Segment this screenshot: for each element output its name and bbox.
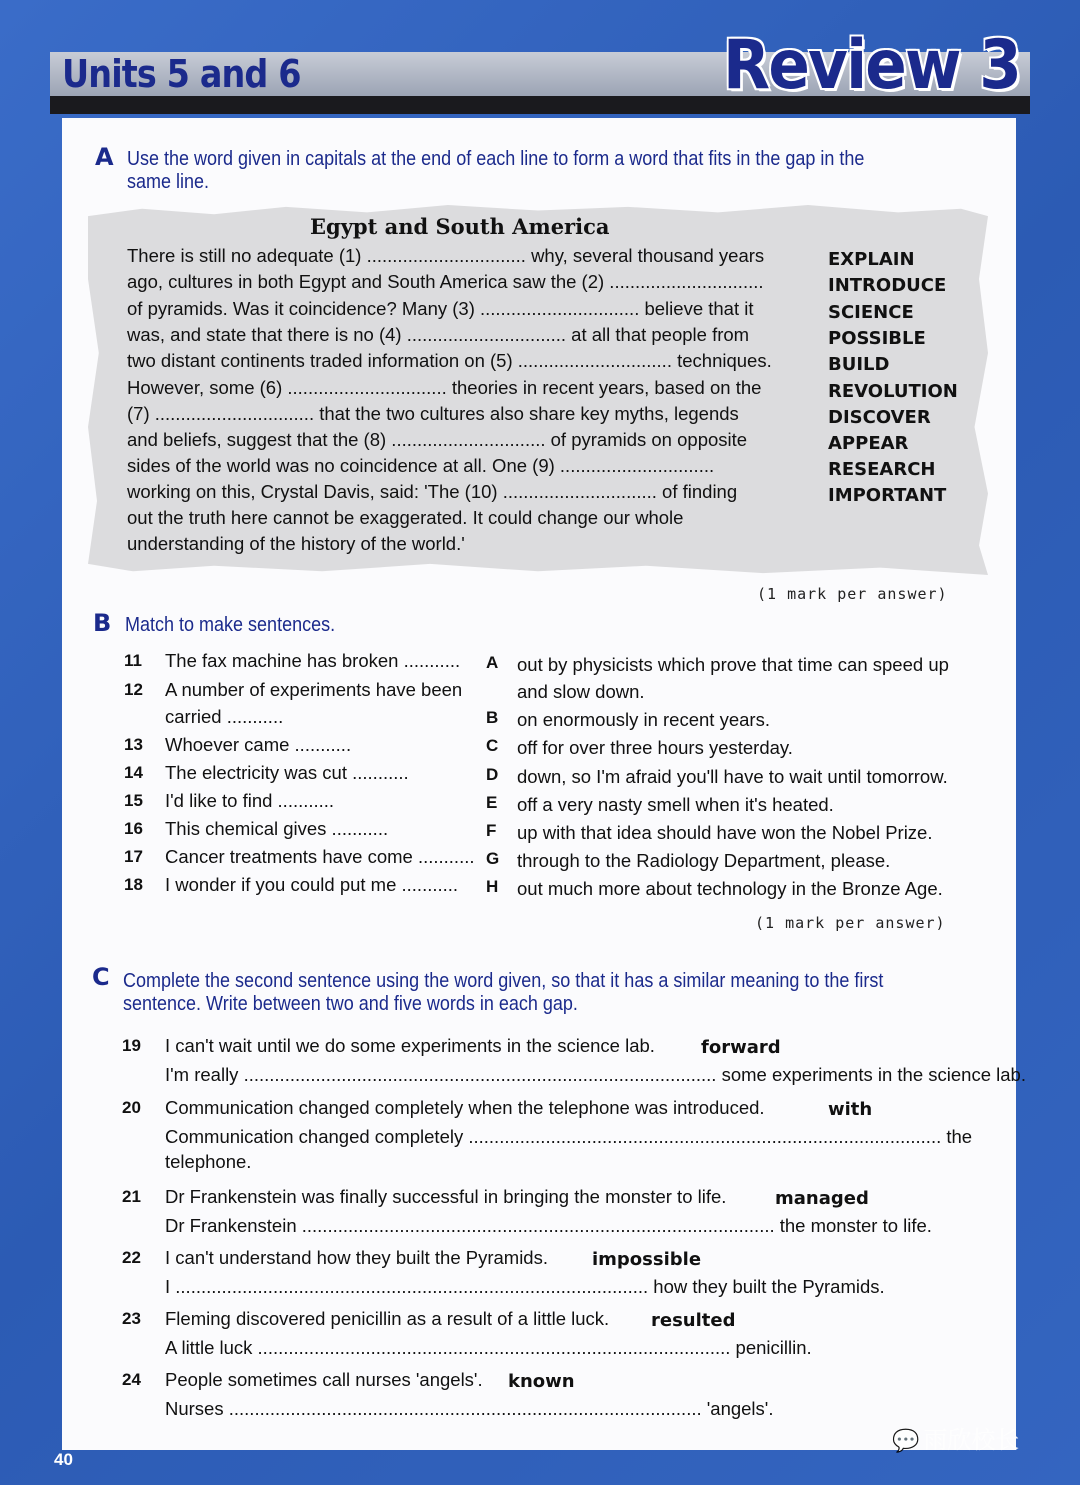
section-b-mark: (1 mark per answer) xyxy=(755,914,946,932)
keyword-science: SCIENCE xyxy=(828,302,914,323)
option-letter: E xyxy=(486,793,498,812)
item-number: 22 xyxy=(122,1248,141,1267)
option-letter: F xyxy=(486,821,497,840)
keyword-important: IMPORTANT xyxy=(828,485,947,506)
passage-line: was, and state that there is no (4) ............................... at all that people from xyxy=(127,324,750,345)
option-letter: A xyxy=(486,653,499,672)
item-number: 12 xyxy=(124,680,143,699)
sentence-ending: off for over three hours yesterday. xyxy=(517,737,793,758)
units-title: Units 5 and 6 xyxy=(62,52,301,96)
sentence-start: Cancer treatments have come ........... xyxy=(165,846,475,867)
item-number: 19 xyxy=(122,1036,141,1055)
passage-line: There is still no adequate (1) ............................... why, several thousand years xyxy=(127,245,765,266)
second-sentence: Communication changed completely ............................................................................................ the xyxy=(165,1126,973,1147)
key-word: managed xyxy=(775,1188,869,1209)
item-number: 23 xyxy=(122,1309,141,1328)
section-a-mark: (1 mark per answer) xyxy=(757,585,948,603)
passage-line: ago, cultures in both Egypt and South America saw the (2) .............................. xyxy=(127,271,764,292)
passage-line: working on this, Crystal Davis, said: 'The (10) .............................. of finding xyxy=(127,481,738,502)
sentence-ending: on enormously in recent years. xyxy=(517,709,770,730)
section-c-letter: C xyxy=(92,963,110,991)
option-letter: C xyxy=(486,736,499,755)
passage-line: of pyramids. Was it coincidence? Many (3) ............................... believe that it xyxy=(127,298,754,319)
sentence-start: I wonder if you could put me ........... xyxy=(165,874,459,895)
key-word: with xyxy=(828,1099,873,1120)
section-a-letter: A xyxy=(95,143,114,171)
section-a-instruction-2: same line. xyxy=(127,171,210,193)
option-letter: H xyxy=(486,877,499,896)
option-letter: B xyxy=(486,708,499,727)
sentence-ending: up with that idea should have won the Nobel Prize. xyxy=(517,822,933,843)
key-word: known xyxy=(508,1371,575,1392)
item-number: 17 xyxy=(124,847,143,866)
sentence-ending: and slow down. xyxy=(517,681,645,702)
sentence-start: A number of experiments have been xyxy=(165,679,463,700)
keyword-discover: DISCOVER xyxy=(828,407,931,428)
item-number: 16 xyxy=(124,819,143,838)
sentence-ending: down, so I'm afraid you'll have to wait until tomorrow. xyxy=(517,766,948,787)
second-sentence: A little luck ............................................................................................ penicillin. xyxy=(165,1337,812,1358)
sentence-ending: through to the Radiology Department, please. xyxy=(517,850,891,871)
passage-line: sides of the world was no coincidence at all. One (9) .............................. xyxy=(127,455,715,476)
key-word: resulted xyxy=(651,1310,736,1331)
second-sentence: Nurses ............................................................................................ 'angels'. xyxy=(165,1398,774,1419)
passage-title: Egypt and South America xyxy=(310,214,610,239)
review-title: Review 3 xyxy=(722,26,1020,105)
item-number: 14 xyxy=(124,763,143,782)
keyword-introduce: INTRODUCE xyxy=(828,275,947,296)
option-letter: D xyxy=(486,765,499,784)
passage-line: out the truth here cannot be exaggerated. It could change our whole xyxy=(127,507,684,528)
key-word: impossible xyxy=(592,1249,702,1270)
item-number: 21 xyxy=(122,1187,141,1206)
section-c-instruction-1: Complete the second sentence using the word given, so that it has a similar meaning to the first xyxy=(123,970,884,992)
first-sentence: Dr Frankenstein was finally successful in bringing the monster to life. xyxy=(165,1186,727,1207)
first-sentence: I can't understand how they built the Pyramids. xyxy=(165,1247,548,1268)
first-sentence: People sometimes call nurses 'angels'. xyxy=(165,1369,483,1390)
option-letter: G xyxy=(486,849,500,868)
sentence-start: The fax machine has broken ........... xyxy=(165,650,461,671)
passage-line: understanding of the history of the world.' xyxy=(127,533,465,554)
watermark-text: 雨欣校长 xyxy=(923,1426,1020,1454)
passage-line: However, some (6) ............................... theories in recent years, based on the xyxy=(127,377,762,398)
second-sentence: I'm really ............................................................................................ some experiments in the science lab. xyxy=(165,1064,1026,1085)
first-sentence: I can't wait until we do some experiments in the science lab. xyxy=(165,1035,655,1056)
sentence-ending: out much more about technology in the Bronze Age. xyxy=(517,878,943,899)
first-sentence: Communication changed completely when the telephone was introduced. xyxy=(165,1097,765,1118)
sentence-start: Whoever came ........... xyxy=(165,734,352,755)
sentence-start: The electricity was cut ........... xyxy=(165,762,409,783)
second-sentence: Dr Frankenstein ............................................................................................ the monster to life. xyxy=(165,1215,932,1236)
chat-bubble-icon: 💬 xyxy=(892,1429,920,1454)
page-number: 40 xyxy=(54,1450,73,1469)
section-c-instruction-2: sentence. Write between two and five words in each gap. xyxy=(123,993,578,1015)
keyword-build: BUILD xyxy=(828,354,890,375)
section-a-instruction-1: Use the word given in capitals at the end of each line to form a word that fits in the gap in the xyxy=(127,148,865,170)
second-sentence-continued: telephone. xyxy=(165,1151,252,1172)
sentence-ending: off a very nasty smell when it's heated. xyxy=(517,794,834,815)
first-sentence: Fleming discovered penicillin as a result of a little luck. xyxy=(165,1308,610,1329)
keyword-appear: APPEAR xyxy=(828,433,909,454)
keyword-revolution: REVOLUTION xyxy=(828,381,958,402)
item-number: 18 xyxy=(124,875,143,894)
item-number: 20 xyxy=(122,1098,141,1117)
second-sentence: I ............................................................................................ how they built the Pyramids. xyxy=(165,1276,885,1297)
sentence-start: I'd like to find ........... xyxy=(165,790,335,811)
passage-line: and beliefs, suggest that the (8) .............................. of pyramids on opposite xyxy=(127,429,748,450)
item-number: 24 xyxy=(122,1370,141,1389)
sentence-start: This chemical gives ........... xyxy=(165,818,389,839)
item-number: 13 xyxy=(124,735,143,754)
key-word: forward xyxy=(701,1037,781,1058)
keyword-explain: EXPLAIN xyxy=(828,249,915,270)
passage-line: two distant continents traded information on (5) .............................. techniques. xyxy=(127,350,772,371)
sentence-ending: out by physicists which prove that time can speed up xyxy=(517,654,949,675)
section-b-instruction: Match to make sentences. xyxy=(125,614,336,636)
sentence-start: carried ........... xyxy=(165,706,284,727)
keyword-research: RESEARCH xyxy=(828,459,936,480)
keyword-possible: POSSIBLE xyxy=(828,328,926,349)
item-number: 15 xyxy=(124,791,143,810)
section-b-letter: B xyxy=(93,609,112,637)
item-number: 11 xyxy=(124,651,142,670)
passage-line: (7) ............................... that the two cultures also share key myths, legends xyxy=(127,403,739,424)
watermark xyxy=(892,1420,1019,1455)
